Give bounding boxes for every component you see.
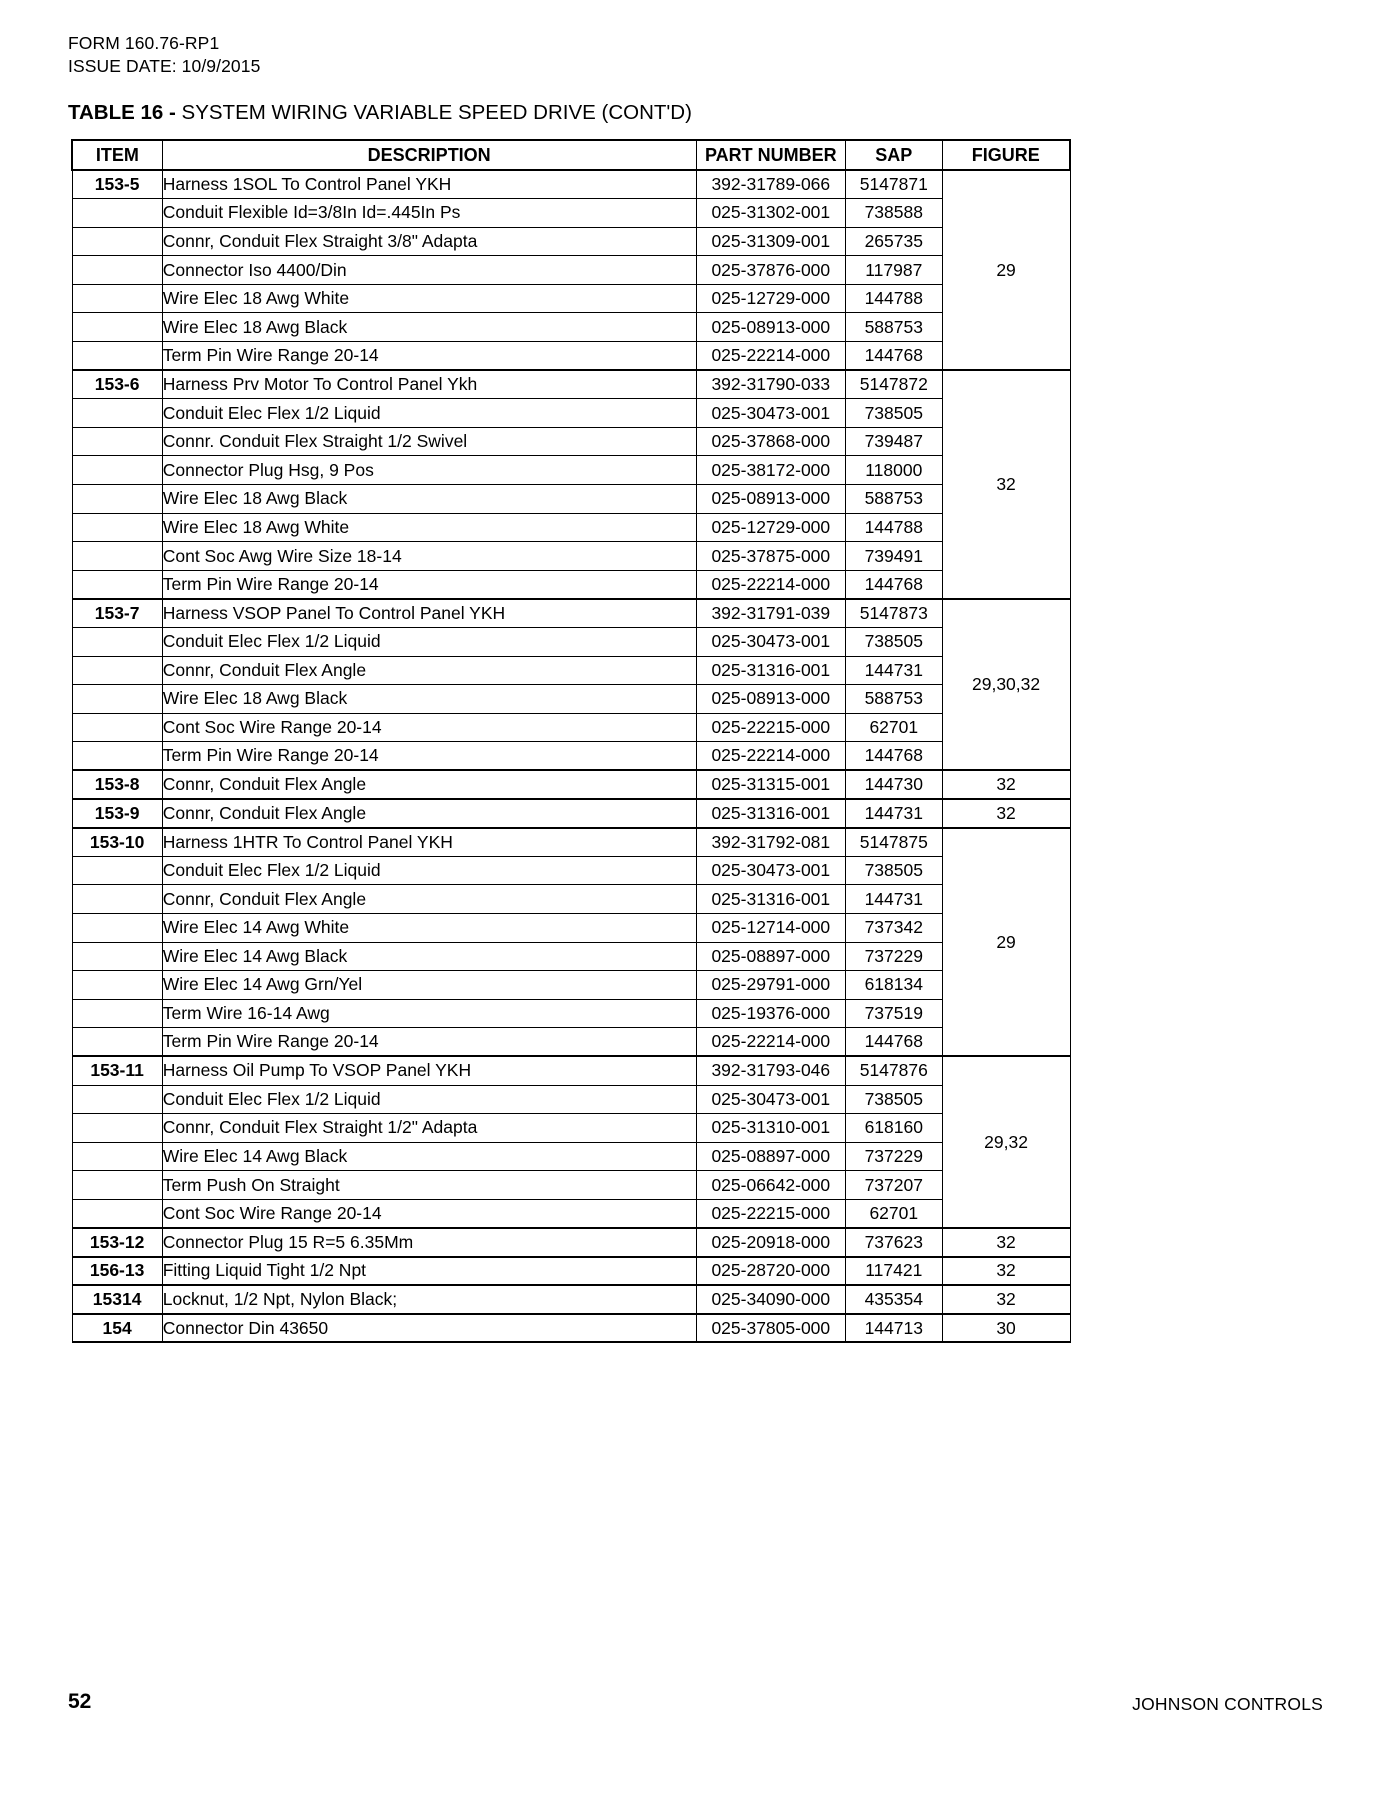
table-row bbox=[72, 256, 1070, 285]
table-title-text: SYSTEM WIRING VARIABLE SPEED DRIVE (CONT'D) bbox=[181, 101, 692, 124]
cell-part-number: 025-08897-000 bbox=[696, 942, 845, 971]
table-row bbox=[72, 742, 1070, 771]
footer-brand: JOHNSON CONTROLS bbox=[1132, 1694, 1323, 1714]
cell-item bbox=[72, 971, 162, 1000]
cell-description: Wire Elec 14 Awg White bbox=[162, 913, 696, 942]
cell-description: Wire Elec 18 Awg White bbox=[162, 284, 696, 313]
cell-sap: 5147872 bbox=[845, 370, 942, 399]
cell-item bbox=[72, 399, 162, 428]
cell-item bbox=[72, 1114, 162, 1143]
table-row bbox=[72, 1114, 1070, 1143]
cell-sap: 144768 bbox=[845, 742, 942, 771]
table-row bbox=[72, 513, 1070, 542]
cell-description: Connector Iso 4400/Din bbox=[162, 256, 696, 285]
cell-description: Harness Oil Pump To VSOP Panel YKH bbox=[162, 1056, 696, 1085]
cell-item bbox=[72, 570, 162, 599]
cell-sap: 737623 bbox=[845, 1228, 942, 1257]
cell-item bbox=[72, 342, 162, 371]
footer-page-number: 52 bbox=[68, 1690, 92, 1713]
cell-description: Wire Elec 14 Awg Black bbox=[162, 942, 696, 971]
cell-description: Wire Elec 14 Awg Black bbox=[162, 1142, 696, 1171]
cell-description: Wire Elec 18 Awg Black bbox=[162, 685, 696, 714]
cell-sap: 144788 bbox=[845, 513, 942, 542]
cell-item bbox=[72, 1085, 162, 1114]
cell-part-number: 025-12729-000 bbox=[696, 513, 845, 542]
table-row bbox=[72, 799, 1070, 828]
table-row bbox=[72, 399, 1070, 428]
cell-item bbox=[72, 456, 162, 485]
cell-figure: 29 bbox=[942, 170, 1070, 370]
cell-sap: 144713 bbox=[845, 1314, 942, 1343]
cell-part-number: 025-31315-001 bbox=[696, 770, 845, 799]
column-header-sap: SAP bbox=[845, 140, 942, 170]
cell-part-number: 392-31793-046 bbox=[696, 1056, 845, 1085]
cell-sap: 144731 bbox=[845, 885, 942, 914]
cell-description: Term Pin Wire Range 20-14 bbox=[162, 570, 696, 599]
table-row bbox=[72, 1028, 1070, 1057]
cell-sap: 738505 bbox=[845, 1085, 942, 1114]
cell-item: 154 bbox=[72, 1314, 162, 1343]
cell-description: Conduit Elec Flex 1/2 Liquid bbox=[162, 628, 696, 657]
table-row bbox=[72, 828, 1070, 857]
cell-description: Conduit Elec Flex 1/2 Liquid bbox=[162, 399, 696, 428]
cell-item bbox=[72, 256, 162, 285]
cell-sap: 5147876 bbox=[845, 1056, 942, 1085]
cell-sap: 588753 bbox=[845, 485, 942, 514]
cell-figure: 32 bbox=[942, 1228, 1070, 1257]
cell-sap: 738505 bbox=[845, 856, 942, 885]
cell-sap: 5147871 bbox=[845, 170, 942, 199]
cell-description: Locknut, 1/2 Npt, Nylon Black; bbox=[162, 1285, 696, 1314]
table-row bbox=[72, 971, 1070, 1000]
table-row bbox=[72, 656, 1070, 685]
cell-sap: 739487 bbox=[845, 427, 942, 456]
cell-item bbox=[72, 656, 162, 685]
cell-description: Harness VSOP Panel To Control Panel YKH bbox=[162, 599, 696, 628]
cell-description: Connr, Conduit Flex Angle bbox=[162, 799, 696, 828]
cell-figure: 29 bbox=[942, 828, 1070, 1057]
cell-sap: 62701 bbox=[845, 713, 942, 742]
cell-description: Wire Elec 18 Awg Black bbox=[162, 313, 696, 342]
cell-item bbox=[72, 942, 162, 971]
cell-item: 153-10 bbox=[72, 828, 162, 857]
cell-part-number: 025-31309-001 bbox=[696, 227, 845, 256]
cell-item bbox=[72, 1028, 162, 1057]
cell-part-number: 025-08897-000 bbox=[696, 1142, 845, 1171]
cell-description: Connr, Conduit Flex Angle bbox=[162, 885, 696, 914]
table-row bbox=[72, 1285, 1070, 1314]
cell-item: 153-9 bbox=[72, 799, 162, 828]
table-row bbox=[72, 1171, 1070, 1200]
cell-description: Connr, Conduit Flex Angle bbox=[162, 656, 696, 685]
table-row bbox=[72, 770, 1070, 799]
cell-item bbox=[72, 227, 162, 256]
cell-item: 153-5 bbox=[72, 170, 162, 199]
cell-item bbox=[72, 628, 162, 657]
table-row bbox=[72, 1142, 1070, 1171]
cell-description: Connr, Conduit Flex Straight 3/8" Adapta bbox=[162, 227, 696, 256]
cell-part-number: 025-22214-000 bbox=[696, 570, 845, 599]
cell-description: Term Pin Wire Range 20-14 bbox=[162, 342, 696, 371]
table-number: TABLE 16 - bbox=[68, 101, 182, 124]
table-row bbox=[72, 456, 1070, 485]
cell-item bbox=[72, 856, 162, 885]
cell-part-number: 025-22214-000 bbox=[696, 742, 845, 771]
cell-description: Conduit Flexible Id=3/8In Id=.445In Ps bbox=[162, 199, 696, 228]
table-row bbox=[72, 1056, 1070, 1085]
cell-description: Connector Din 43650 bbox=[162, 1314, 696, 1343]
table-row bbox=[72, 942, 1070, 971]
cell-part-number: 025-08913-000 bbox=[696, 685, 845, 714]
cell-description: Term Push On Straight bbox=[162, 1171, 696, 1200]
cell-sap: 117987 bbox=[845, 256, 942, 285]
cell-figure: 29,30,32 bbox=[942, 599, 1070, 771]
cell-part-number: 025-08913-000 bbox=[696, 313, 845, 342]
cell-sap: 144731 bbox=[845, 656, 942, 685]
cell-figure: 32 bbox=[942, 370, 1070, 599]
cell-item: 15314 bbox=[72, 1285, 162, 1314]
cell-description: Wire Elec 18 Awg White bbox=[162, 513, 696, 542]
cell-item bbox=[72, 885, 162, 914]
cell-part-number: 025-37868-000 bbox=[696, 427, 845, 456]
cell-description: Term Pin Wire Range 20-14 bbox=[162, 742, 696, 771]
table-row bbox=[72, 370, 1070, 399]
cell-part-number: 025-34090-000 bbox=[696, 1285, 845, 1314]
table-body bbox=[72, 170, 1070, 1342]
cell-figure: 29,32 bbox=[942, 1056, 1070, 1228]
cell-part-number: 025-12729-000 bbox=[696, 284, 845, 313]
cell-description: Cont Soc Wire Range 20-14 bbox=[162, 1199, 696, 1228]
cell-sap: 265735 bbox=[845, 227, 942, 256]
cell-item: 153-7 bbox=[72, 599, 162, 628]
cell-sap: 737207 bbox=[845, 1171, 942, 1200]
cell-description: Cont Soc Wire Range 20-14 bbox=[162, 713, 696, 742]
cell-sap: 62701 bbox=[845, 1199, 942, 1228]
table-row bbox=[72, 1085, 1070, 1114]
column-header-part-number: PART NUMBER bbox=[696, 140, 845, 170]
cell-description: Conduit Elec Flex 1/2 Liquid bbox=[162, 1085, 696, 1114]
table-row bbox=[72, 199, 1070, 228]
cell-part-number: 025-37805-000 bbox=[696, 1314, 845, 1343]
document-header bbox=[68, 32, 260, 78]
cell-description: Harness Prv Motor To Control Panel Ykh bbox=[162, 370, 696, 399]
cell-sap: 737229 bbox=[845, 942, 942, 971]
cell-item bbox=[72, 427, 162, 456]
cell-item bbox=[72, 313, 162, 342]
table-row bbox=[72, 170, 1070, 199]
cell-part-number: 025-22214-000 bbox=[696, 1028, 845, 1057]
cell-sap: 739491 bbox=[845, 542, 942, 571]
cell-sap: 737342 bbox=[845, 913, 942, 942]
table-row bbox=[72, 628, 1070, 657]
cell-part-number: 392-31791-039 bbox=[696, 599, 845, 628]
cell-description: Conduit Elec Flex 1/2 Liquid bbox=[162, 856, 696, 885]
cell-description: Wire Elec 14 Awg Grn/Yel bbox=[162, 971, 696, 1000]
cell-item bbox=[72, 284, 162, 313]
cell-description: Cont Soc Awg Wire Size 18-14 bbox=[162, 542, 696, 571]
cell-item: 153-8 bbox=[72, 770, 162, 799]
cell-part-number: 025-19376-000 bbox=[696, 999, 845, 1028]
cell-part-number: 025-31302-001 bbox=[696, 199, 845, 228]
cell-sap: 738505 bbox=[845, 628, 942, 657]
cell-part-number: 025-30473-001 bbox=[696, 399, 845, 428]
cell-sap: 144731 bbox=[845, 799, 942, 828]
cell-item bbox=[72, 485, 162, 514]
cell-part-number: 025-31310-001 bbox=[696, 1114, 845, 1143]
cell-part-number: 025-30473-001 bbox=[696, 1085, 845, 1114]
cell-description: Wire Elec 18 Awg Black bbox=[162, 485, 696, 514]
cell-part-number: 025-30473-001 bbox=[696, 628, 845, 657]
cell-sap: 435354 bbox=[845, 1285, 942, 1314]
cell-description: Term Wire 16-14 Awg bbox=[162, 999, 696, 1028]
column-header-description: DESCRIPTION bbox=[162, 140, 696, 170]
table-row bbox=[72, 485, 1070, 514]
cell-part-number: 392-31792-081 bbox=[696, 828, 845, 857]
cell-description: Fitting Liquid Tight 1/2 Npt bbox=[162, 1257, 696, 1286]
table-row bbox=[72, 885, 1070, 914]
table-row bbox=[72, 599, 1070, 628]
table-row bbox=[72, 542, 1070, 571]
cell-sap: 588753 bbox=[845, 685, 942, 714]
cell-item bbox=[72, 513, 162, 542]
cell-part-number: 025-31316-001 bbox=[696, 885, 845, 914]
cell-item bbox=[72, 1171, 162, 1200]
cell-figure: 32 bbox=[942, 770, 1070, 799]
cell-description: Harness 1HTR To Control Panel YKH bbox=[162, 828, 696, 857]
cell-description: Connr, Conduit Flex Angle bbox=[162, 770, 696, 799]
cell-description: Harness 1SOL To Control Panel YKH bbox=[162, 170, 696, 199]
cell-part-number: 025-06642-000 bbox=[696, 1171, 845, 1200]
cell-description: Term Pin Wire Range 20-14 bbox=[162, 1028, 696, 1057]
cell-item bbox=[72, 1199, 162, 1228]
cell-part-number: 025-30473-001 bbox=[696, 856, 845, 885]
table-row bbox=[72, 427, 1070, 456]
cell-item: 153-12 bbox=[72, 1228, 162, 1257]
cell-part-number: 025-29791-000 bbox=[696, 971, 845, 1000]
table-row bbox=[72, 227, 1070, 256]
cell-description: Connr, Conduit Flex Straight 1/2" Adapta bbox=[162, 1114, 696, 1143]
cell-part-number: 025-08913-000 bbox=[696, 485, 845, 514]
cell-part-number: 025-37875-000 bbox=[696, 542, 845, 571]
cell-part-number: 392-31790-033 bbox=[696, 370, 845, 399]
cell-item bbox=[72, 199, 162, 228]
cell-item: 153-11 bbox=[72, 1056, 162, 1085]
cell-item bbox=[72, 713, 162, 742]
table-row bbox=[72, 284, 1070, 313]
cell-part-number: 025-20918-000 bbox=[696, 1228, 845, 1257]
cell-sap: 144788 bbox=[845, 284, 942, 313]
parts-table bbox=[71, 139, 1071, 1343]
column-header-figure: FIGURE bbox=[942, 140, 1070, 170]
cell-sap: 144730 bbox=[845, 770, 942, 799]
table-row bbox=[72, 313, 1070, 342]
cell-figure: 32 bbox=[942, 799, 1070, 828]
cell-item bbox=[72, 542, 162, 571]
cell-sap: 144768 bbox=[845, 1028, 942, 1057]
cell-sap: 618134 bbox=[845, 971, 942, 1000]
table-header bbox=[72, 140, 1070, 170]
cell-part-number: 025-12714-000 bbox=[696, 913, 845, 942]
cell-part-number: 025-22215-000 bbox=[696, 1199, 845, 1228]
column-header-item: ITEM bbox=[72, 140, 162, 170]
cell-sap: 144768 bbox=[845, 342, 942, 371]
cell-description: Connector Plug 15 R=5 6.35Mm bbox=[162, 1228, 696, 1257]
cell-part-number: 025-31316-001 bbox=[696, 799, 845, 828]
cell-item bbox=[72, 685, 162, 714]
cell-item: 153-6 bbox=[72, 370, 162, 399]
cell-part-number: 025-31316-001 bbox=[696, 656, 845, 685]
cell-part-number: 025-22214-000 bbox=[696, 342, 845, 371]
issue-date: ISSUE DATE: 10/9/2015 bbox=[68, 56, 261, 76]
table-row bbox=[72, 999, 1070, 1028]
table-row bbox=[72, 685, 1070, 714]
cell-sap: 5147873 bbox=[845, 599, 942, 628]
cell-description: Connector Plug Hsg, 9 Pos bbox=[162, 456, 696, 485]
table-row bbox=[72, 1257, 1070, 1286]
cell-sap: 618160 bbox=[845, 1114, 942, 1143]
cell-sap: 588753 bbox=[845, 313, 942, 342]
table-row bbox=[72, 713, 1070, 742]
cell-sap: 144768 bbox=[845, 570, 942, 599]
cell-sap: 738588 bbox=[845, 199, 942, 228]
form-number: FORM 160.76-RP1 bbox=[68, 33, 220, 53]
cell-description: Connr. Conduit Flex Straight 1/2 Swivel bbox=[162, 427, 696, 456]
cell-part-number: 392-31789-066 bbox=[696, 170, 845, 199]
cell-sap: 738505 bbox=[845, 399, 942, 428]
table-row bbox=[72, 1199, 1070, 1228]
cell-part-number: 025-38172-000 bbox=[696, 456, 845, 485]
table-row bbox=[72, 1228, 1070, 1257]
table-header-row bbox=[72, 140, 1070, 170]
table-row bbox=[72, 913, 1070, 942]
cell-part-number: 025-22215-000 bbox=[696, 713, 845, 742]
cell-figure: 30 bbox=[942, 1314, 1070, 1343]
cell-item: 156-13 bbox=[72, 1257, 162, 1286]
cell-figure: 32 bbox=[942, 1257, 1070, 1286]
cell-item bbox=[72, 999, 162, 1028]
cell-sap: 737519 bbox=[845, 999, 942, 1028]
cell-sap: 5147875 bbox=[845, 828, 942, 857]
page-title bbox=[68, 101, 692, 125]
cell-sap: 117421 bbox=[845, 1257, 942, 1286]
table-row bbox=[72, 570, 1070, 599]
table-row bbox=[72, 1314, 1070, 1343]
table-row bbox=[72, 342, 1070, 371]
cell-figure: 32 bbox=[942, 1285, 1070, 1314]
cell-item bbox=[72, 1142, 162, 1171]
cell-sap: 118000 bbox=[845, 456, 942, 485]
cell-part-number: 025-28720-000 bbox=[696, 1257, 845, 1286]
cell-part-number: 025-37876-000 bbox=[696, 256, 845, 285]
cell-item bbox=[72, 742, 162, 771]
table-row bbox=[72, 856, 1070, 885]
cell-sap: 737229 bbox=[845, 1142, 942, 1171]
cell-item bbox=[72, 913, 162, 942]
